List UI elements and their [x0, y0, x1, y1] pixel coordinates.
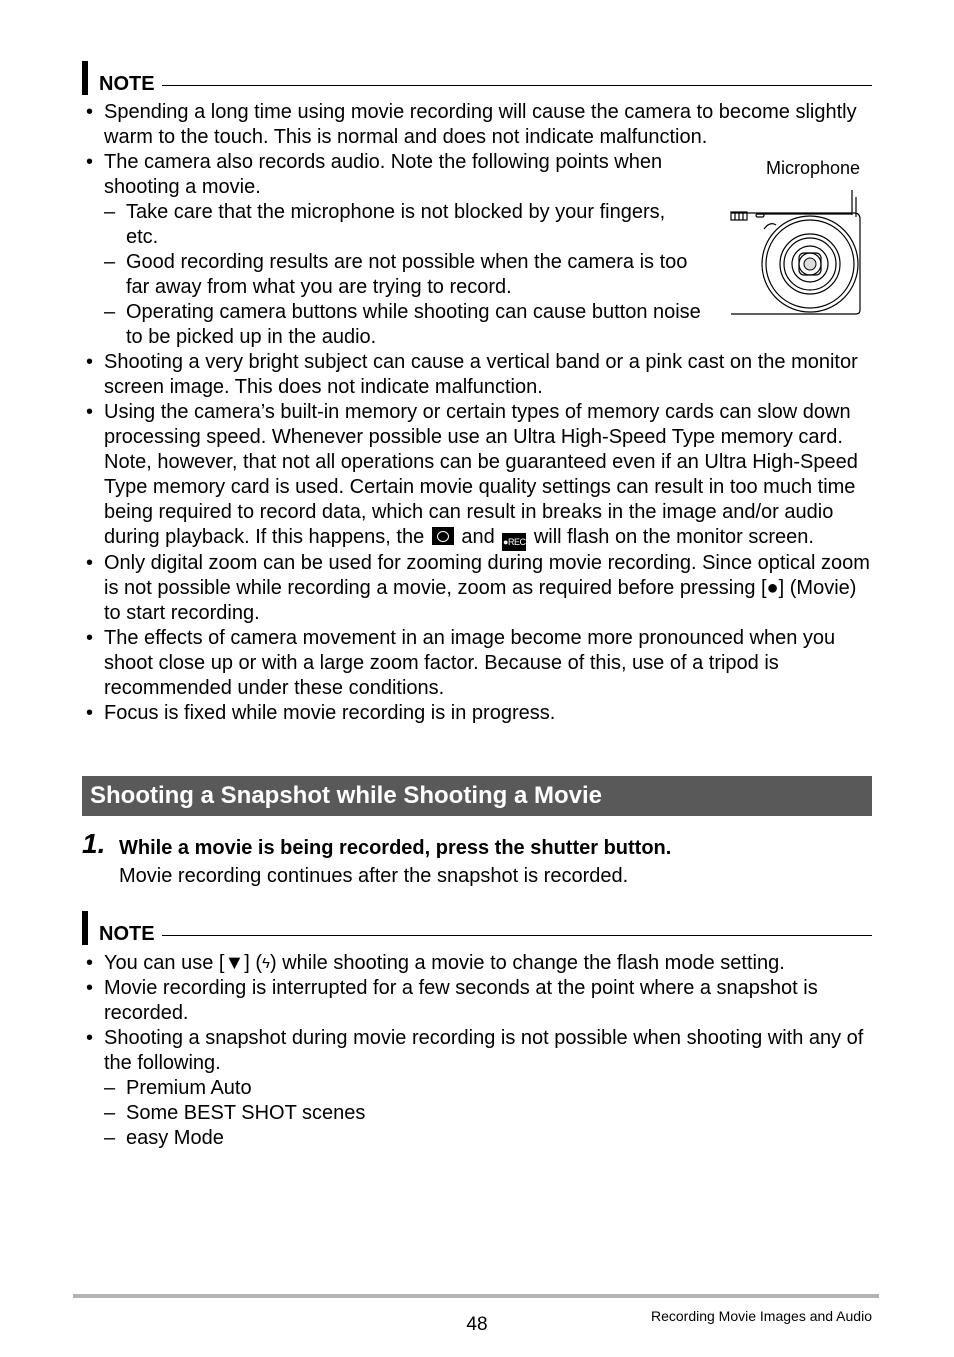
list-item-text: Using the camera’s built-in memory or certain types of memory cards can slow down processing speed. Whenever possible use an Ultra High-Speed Type memory card. Note, however, that not all operations can be guaranteed even if an Ultra High-Speed Type memory card is used. Certain movie quality settings can result in too much time being required to record data, which can result in breaks in the image and/or audio during playback. If this happens, the — [104, 401, 858, 548]
sub-list-item — [82, 1101, 872, 1126]
note-marker-bar — [82, 911, 88, 945]
note1-list-top — [82, 100, 872, 150]
list-item-text: Only digital zoom can be used for zooming during movie recording. Since optical zoom is not possible while recording a movie, zoom as required before pressing [●] (Movie) to start recording. — [104, 552, 870, 624]
list-item-text: You can use [▼] ( — [104, 952, 263, 974]
note-label: NOTE — [99, 73, 155, 95]
sub-list-item — [82, 300, 702, 350]
list-item-text: Shooting a very bright subject can cause a vertical band or a pink cast on the monitor screen image. This does not indicate malfunction. — [104, 351, 858, 398]
bullet-icon: • — [86, 1027, 94, 1049]
section-heading-bar — [82, 776, 872, 816]
sub-item-text: Good recording results are not possible when the camera is too far away from what you are trying to record. — [126, 251, 688, 298]
footer-divider — [73, 1294, 879, 1298]
list-item — [82, 100, 872, 150]
list-item-text: Shooting a snapshot during movie recording is not possible when shooting with any of the following. — [104, 1027, 864, 1074]
bullet-icon: • — [86, 952, 94, 974]
list-item-text: ) while shooting a movie to change the flash mode setting. — [270, 952, 785, 974]
note-divider — [162, 935, 872, 936]
note-divider — [162, 85, 872, 86]
movie-recording-icon — [432, 527, 454, 545]
bullet-icon: • — [86, 101, 94, 123]
note-header — [82, 911, 872, 945]
note-label: NOTE — [99, 923, 155, 945]
list-item — [82, 1026, 872, 1076]
list-item-text: Movie recording is interrupted for a few seconds at the point where a snapshot is recorded. — [104, 977, 818, 1024]
sub-list-item — [82, 250, 702, 300]
sub-item-text: Take care that the microphone is not blocked by your fingers, etc. — [126, 201, 666, 248]
footer-section-title: Recording Movie Images and Audio — [650, 1308, 872, 1324]
note1-list-audio — [82, 150, 702, 350]
dash-icon: – — [104, 301, 116, 323]
note1-list-bottom — [82, 350, 872, 726]
list-item — [82, 400, 872, 551]
sub-item-text: Operating camera buttons while shooting can cause button noise to be picked up in the audio. — [126, 301, 701, 348]
list-item-text: will flash on the monitor screen. — [533, 526, 814, 548]
list-item-text: Spending a long time using movie recording will cause the camera to become slightly warm to the touch. This is normal and does not indicate malfunction. — [104, 101, 857, 148]
flash-icon: ϟ — [262, 955, 270, 972]
list-item — [82, 551, 872, 626]
sub-item-text: Premium Auto — [126, 1077, 252, 1099]
sub-list-item — [82, 200, 702, 250]
dash-icon: – — [104, 1127, 116, 1149]
step-number: 1. — [82, 828, 106, 859]
dash-icon: – — [104, 201, 116, 223]
list-item — [82, 951, 872, 976]
list-item — [82, 350, 872, 400]
list-item — [82, 626, 872, 701]
bullet-icon: • — [86, 977, 94, 999]
rec-indicator-icon: ●REC — [502, 533, 526, 551]
sub-list-item — [82, 1076, 872, 1101]
list-item — [82, 150, 702, 200]
list-item-text: Focus is fixed while movie recording is in progress. — [104, 702, 556, 724]
microphone-label: Microphone — [766, 158, 861, 178]
note2-list — [82, 951, 872, 1151]
sub-list-item — [82, 1126, 872, 1151]
page-number: 48 — [466, 1314, 488, 1335]
dash-icon: – — [104, 1102, 116, 1124]
bullet-icon: • — [86, 351, 94, 373]
dash-icon: – — [104, 1077, 116, 1099]
note-header — [82, 61, 872, 95]
list-item-text: The camera also records audio. Note the following points when shooting a movie. — [104, 151, 663, 198]
step-description: Movie recording continues after the snapshot is recorded. — [119, 865, 629, 887]
sub-item-text: Some BEST SHOT scenes — [126, 1102, 366, 1124]
list-item-text: The effects of camera movement in an image become more pronounced when you shoot close up or with a large zoom factor. Because of this, use of a tripod is recommended under these conditions. — [104, 627, 836, 699]
list-item — [82, 976, 872, 1026]
note-marker-bar — [82, 61, 88, 95]
bullet-icon: • — [86, 552, 94, 574]
section-title: Shooting a Snapshot while Shooting a Movie — [90, 782, 603, 809]
sub-item-text: easy Mode — [126, 1127, 224, 1149]
dash-icon: – — [104, 251, 116, 273]
bullet-icon: • — [86, 702, 94, 724]
bullet-icon: • — [86, 627, 94, 649]
step-instruction: While a movie is being recorded, press the shutter button. — [119, 837, 672, 859]
camera-microphone-illustration — [726, 185, 866, 320]
bullet-icon: • — [86, 151, 94, 173]
list-item — [82, 701, 872, 726]
bullet-icon: • — [86, 401, 94, 423]
list-item-text-and: and — [461, 526, 495, 548]
